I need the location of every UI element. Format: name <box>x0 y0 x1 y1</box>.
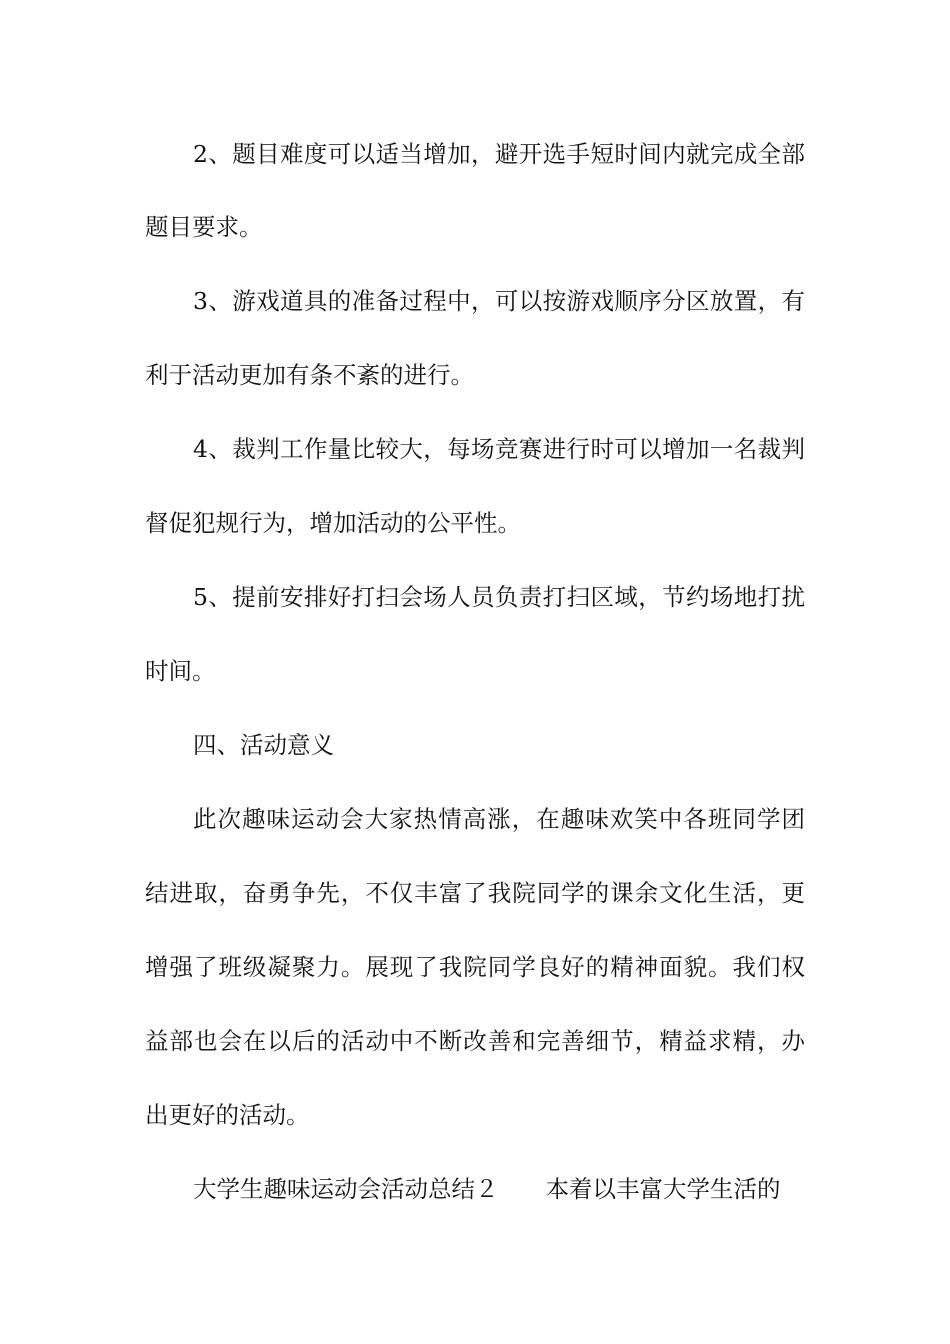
section-title-line: 大学生趣味运动会活动总结２ 本着以丰富大学生活的 <box>193 1175 781 1203</box>
paragraph-line: 2、题目难度可以适当增加，避开选手短时间内就完成全部 <box>193 140 805 168</box>
paragraph-line: 3、游戏道具的准备过程中，可以按游戏顺序分区放置，有 <box>193 287 805 315</box>
paragraph-line: 结进取，奋勇争先，不仅丰富了我院同学的课余文化生活，更 <box>145 879 805 907</box>
section-heading: 四、活动意义 <box>193 731 334 759</box>
paragraph-line: 增强了班级凝聚力。展现了我院同学良好的精神面貌。我们权 <box>145 953 805 981</box>
paragraph-line: 益部也会在以后的活动中不断改善和完善细节，精益求精，办 <box>145 1027 805 1055</box>
paragraph-line: 时间。 <box>145 657 216 685</box>
paragraph-line: 利于活动更加有条不紊的进行。 <box>145 361 474 389</box>
paragraph-line: 督促犯规行为，增加活动的公平性。 <box>145 509 521 537</box>
paragraph-line: 此次趣味运动会大家热情高涨，在趣味欢笑中各班同学团 <box>193 805 805 833</box>
paragraph-line: 5、提前安排好打扫会场人员负责打扫区域，节约场地打扰 <box>193 583 805 611</box>
paragraph-line: 4、裁判工作量比较大，每场竞赛进行时可以增加一名裁判 <box>193 435 805 463</box>
paragraph-line: 题目要求。 <box>145 213 263 241</box>
paragraph-line: 出更好的活动。 <box>145 1101 310 1129</box>
